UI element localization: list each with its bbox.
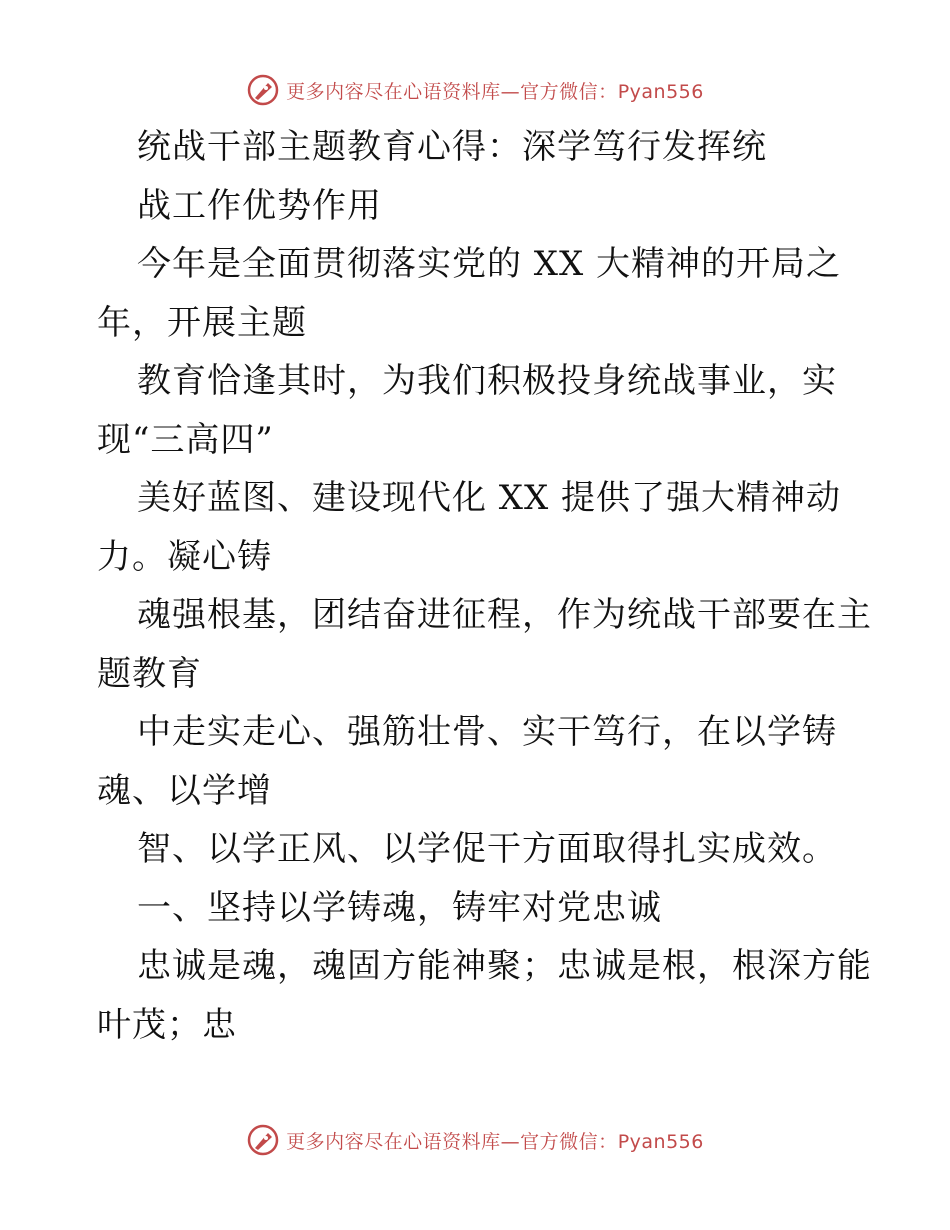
pen-nib-logo-icon: [246, 1123, 280, 1157]
doc-line: 战工作优势作用: [137, 185, 382, 226]
doc-line: 统战干部主题教育心得：深学笃行发挥统: [137, 127, 767, 167]
pen-nib-logo-icon: [246, 73, 280, 107]
banner-text: [286, 1127, 704, 1154]
doc-line: 魂强根基，团结奋进征程，作为统战干部要在主: [137, 595, 872, 635]
doc-line: 忠诚是魂，魂固方能神聚；忠诚是根，根深方能: [137, 946, 872, 986]
banner-wechat-id: Pyan556: [617, 1130, 704, 1153]
banner-text: [286, 77, 704, 104]
doc-line: 叶茂；忠: [97, 1004, 237, 1045]
doc-line: 力。凝心铸: [97, 536, 272, 577]
doc-line: 魂、以学增: [97, 770, 272, 811]
footer-banner: [0, 1120, 950, 1160]
header-banner: [0, 70, 950, 110]
banner-site-name: 更多内容尽在心语资料库: [286, 1130, 501, 1153]
banner-wechat-label: 官方微信：: [520, 1130, 618, 1153]
banner-wechat-label: 官方微信：: [520, 80, 618, 103]
banner-site-name: 更多内容尽在心语资料库: [286, 80, 501, 103]
doc-line: 今年是全面贯彻落实党的 XX 大精神的开局之: [137, 244, 842, 284]
doc-line: 中走实走心、强筋壮骨、实干笃行，在以学铸: [137, 712, 837, 752]
doc-line: 现“三高四”: [97, 419, 274, 460]
banner-dash: —: [500, 1130, 521, 1153]
doc-line: 智、以学正风、以学促干方面取得扎实成效。: [137, 829, 837, 869]
doc-line: 美好蓝图、建设现代化 XX 提供了强大精神动: [137, 478, 842, 518]
document-body: [97, 118, 872, 1054]
doc-line: 教育恰逢其时，为我们积极投身统战事业，实: [137, 361, 837, 401]
doc-line: 题教育: [97, 653, 202, 694]
doc-line: 年，开展主题: [97, 302, 307, 343]
banner-wechat-id: Pyan556: [617, 80, 704, 103]
banner-dash: —: [500, 80, 521, 103]
section-heading: 一、坚持以学铸魂，铸牢对党忠诚: [137, 887, 662, 928]
